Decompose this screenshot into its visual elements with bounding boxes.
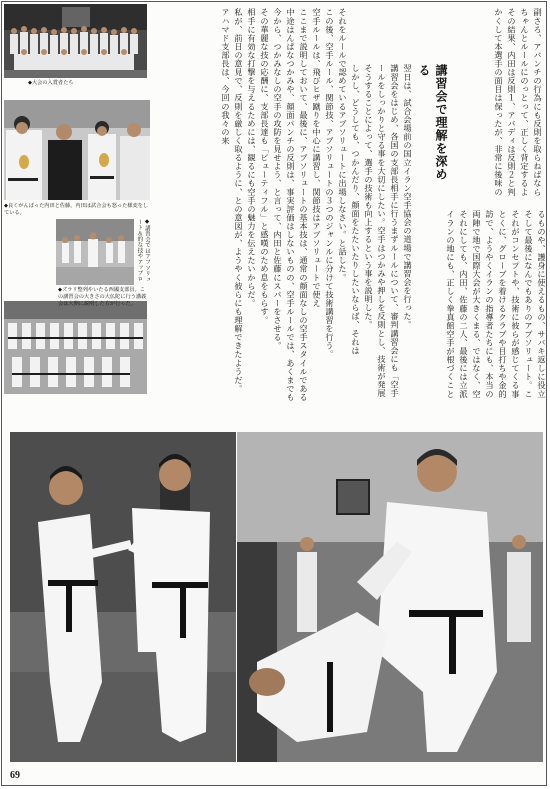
body-col: それにしても、内田、佐藤の二人、最後には立派 [459,210,469,399]
photo-seminar [56,219,134,285]
photo-two-karateka [10,432,236,762]
body-col: 両陣で地で国際大会が大きくまる、ではなく、空 [472,210,482,399]
body-col: 翌日は、試合会場前の国立イラン空手協会の道場で講習会を行った。 [403,64,413,330]
body-col: るものや、護身に使えるもの、サバキ返しに役立 [537,210,547,399]
body-col: 相手に有効な打撃を与えるためには、観るにも空手の魅力を伝えたいからだ。 [247,8,257,308]
body-col: それをルールで認めているアブソリュートに出場しなさい。と話した。 [338,8,348,282]
photo-lineup [4,301,147,394]
body-col: 私が、前日の意見で、反則を厳しく取るように、との意図が、ようやく彼らにも理解できたようだ。 [234,8,244,393]
photo-group-participants [4,4,147,78]
caption-lineup: ◆ズラリ整列やいたる西國支部員。この講習会の大きさの大仏陀に行う講義会は大開に説明した方が行った。 [58,287,147,307]
body-col: そして最後になんでもありのアブソリュート。こ [524,210,534,399]
body-col: そうすることによって、選手の技術も向上するという事を説明した。 [364,64,374,330]
caption-seminar: ◆講習会ではアブソリュート＆的な技やアップロ [136,219,150,283]
body-col: この後、空手ルール、関節技、アブソリュートの３つのジャンルに分けて技術講習を行う。 [325,8,335,359]
body-col: 中途はんぱなつかみや、顔面パンチの反則は、事実評価はしないものの、空手ルールでは、あくまでも [286,8,296,402]
body-col: ここまで説明しておいて、最後に、アブソリュートの基本技は、通常の顔面なしの空手スタイルである [299,8,309,402]
headline: 講習会で理解を深める [417,64,448,181]
body-col: 講習会をはじめ、各国の支部長相手に行うまずルールについて、審判講習会にも「空手 [390,64,400,398]
page-number: 69 [10,770,20,781]
body-col: アハマド支部長は、今回の我々の来 [221,8,231,145]
body-col: それがコンセプトや、技術に彼らが感じてくる事 [511,210,521,399]
body-col: ールをしっかりと守る事を大切にしたい。空手はつかみや押しを反則とし、技術が発展 [377,64,387,398]
photo-winners [4,100,150,200]
caption-participants: ◆大会の入賞者たち [28,80,74,86]
body-col: しかし、どうしても、つかんだり、顔面をたたいたりしたいならば、それは [351,64,361,355]
body-col: イランの地にも、正しく拳真館空手が根づくこと [446,210,456,399]
body-col: その結果、内田は反則１、アバディは反則２と判 [507,8,517,197]
body-col: 副さろ、アバンチの行為にも反則を取らねばなら [533,8,543,197]
body-col: 空手ルールは、飛びヒザ蹴りを中心に講習し、関節技はアブソリュートで使え [312,8,322,308]
body-col: ちゃんとルールにのっとって、正しく背定するよ [520,8,530,197]
photo-throw-demo [237,432,543,762]
body-col: 今から、つかみなしの空手の攻防を見せよう、と言って、内田と佐藤にスパーをさせる。 [273,8,283,350]
body-col: とくに、グローブを着けるクラブや目打ちや金的 [498,210,508,399]
body-col: かくして本選手の面目は保ったが、非常に後味の [494,8,504,197]
body-col: 訪で、ようやくイランの指導者たちにも、本当の [485,210,495,399]
body-col: その華麗な技の応酬に、支部長達も「ビューティフル」と感嘆のため息をもらす。 [260,8,270,325]
caption-winners: ◆良くがんばった内田と佐藤。内田は試合会も怒った様変をしている。 [4,203,149,216]
